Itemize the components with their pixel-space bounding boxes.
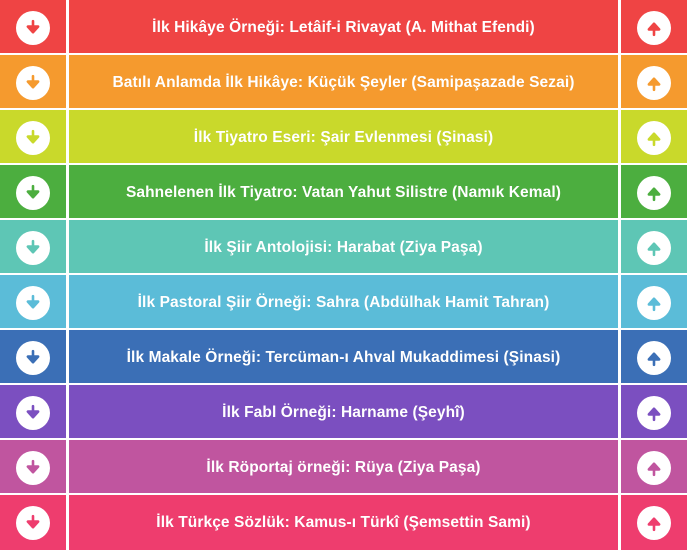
row-label-cell	[66, 385, 621, 440]
row-right-button[interactable]	[621, 495, 687, 550]
arrow-down-circle-icon	[16, 506, 50, 540]
arrow-up-circle-icon	[637, 396, 671, 430]
arrow-up-circle-icon	[637, 451, 671, 485]
row-left-button[interactable]	[0, 55, 66, 110]
row-right-button[interactable]	[621, 165, 687, 220]
row-label-cell	[66, 110, 621, 165]
arrow-up-circle-icon	[637, 231, 671, 265]
arrow-down-circle-icon	[16, 121, 50, 155]
list-item[interactable]	[0, 165, 687, 220]
row-left-button[interactable]	[0, 440, 66, 495]
arrow-up-circle-icon	[637, 11, 671, 45]
row-label: İlk Tiyatro Eseri: Şair Evlenmesi (Şinasi)	[193, 128, 494, 146]
arrow-up-circle-icon	[637, 286, 671, 320]
list-item[interactable]	[0, 275, 687, 330]
row-label: İlk Şiir Antolojisi: Harabat (Ziya Paşa)	[204, 238, 483, 256]
row-left-button[interactable]	[0, 495, 66, 550]
row-right-button[interactable]	[621, 385, 687, 440]
row-label: İlk Hikâye Örneği: Letâif-i Rivayat (A. Mithat Efendi)	[152, 18, 535, 36]
list-item[interactable]	[0, 330, 687, 385]
row-label-cell	[66, 220, 621, 275]
arrow-down-circle-icon	[16, 396, 50, 430]
row-label: İlk Röportaj örneği: Rüya (Ziya Paşa)	[206, 458, 481, 476]
arrow-down-circle-icon	[16, 11, 50, 45]
row-label: İlk Pastoral Şiir Örneği: Sahra (Abdülhak Hamit Tahran)	[137, 293, 550, 311]
row-left-button[interactable]	[0, 275, 66, 330]
list-item[interactable]	[0, 220, 687, 275]
row-left-button[interactable]	[0, 165, 66, 220]
row-label-cell	[66, 165, 621, 220]
row-label: Sahnelenen İlk Tiyatro: Vatan Yahut Silistre (Namık Kemal)	[125, 183, 562, 201]
row-left-button[interactable]	[0, 330, 66, 385]
row-right-button[interactable]	[621, 55, 687, 110]
row-label-cell	[66, 55, 621, 110]
list-item[interactable]	[0, 440, 687, 495]
row-left-button[interactable]	[0, 220, 66, 275]
row-left-button[interactable]	[0, 385, 66, 440]
arrow-up-circle-icon	[637, 506, 671, 540]
row-label-cell	[66, 440, 621, 495]
arrow-down-circle-icon	[16, 176, 50, 210]
arrow-up-circle-icon	[637, 66, 671, 100]
list-item[interactable]	[0, 385, 687, 440]
row-right-button[interactable]	[621, 330, 687, 385]
arrow-down-circle-icon	[16, 231, 50, 265]
arrow-down-circle-icon	[16, 66, 50, 100]
row-label: İlk Türkçe Sözlük: Kamus-ı Türkî (Şemsettin Sami)	[156, 513, 531, 531]
arrow-down-circle-icon	[16, 286, 50, 320]
arrow-up-circle-icon	[637, 176, 671, 210]
row-label: Batılı Anlamda İlk Hikâye: Küçük Şeyler (Samipaşazade Sezai)	[112, 73, 575, 91]
row-right-button[interactable]	[621, 0, 687, 55]
list-item[interactable]	[0, 0, 687, 55]
row-right-button[interactable]	[621, 440, 687, 495]
arrow-up-circle-icon	[637, 121, 671, 155]
row-right-button[interactable]	[621, 275, 687, 330]
row-label: İlk Fabl Örneği: Harname (Şeyhî)	[222, 403, 465, 421]
row-label-cell	[66, 0, 621, 55]
row-label-cell	[66, 275, 621, 330]
row-label-cell	[66, 495, 621, 550]
row-left-button[interactable]	[0, 110, 66, 165]
list-item[interactable]	[0, 110, 687, 165]
row-left-button[interactable]	[0, 0, 66, 55]
row-label-cell	[66, 330, 621, 385]
row-label: İlk Makale Örneği: Tercüman-ı Ahval Mukaddimesi (Şinasi)	[126, 348, 561, 366]
arrow-down-circle-icon	[16, 341, 50, 375]
arrow-down-circle-icon	[16, 451, 50, 485]
row-right-button[interactable]	[621, 110, 687, 165]
list-item[interactable]	[0, 55, 687, 110]
list-item[interactable]	[0, 495, 687, 550]
arrow-up-circle-icon	[637, 341, 671, 375]
row-right-button[interactable]	[621, 220, 687, 275]
